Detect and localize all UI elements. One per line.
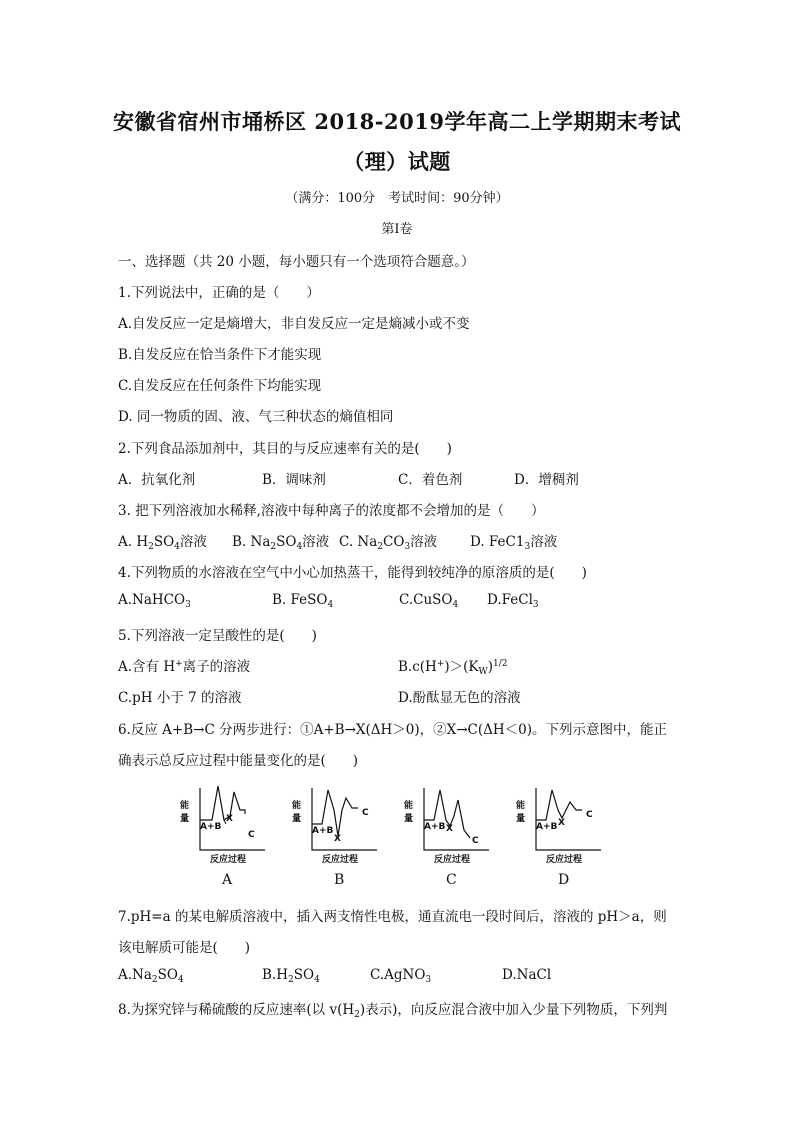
q7-option-a: $A.Na_2SO_4$ [118, 967, 184, 985]
q7-option-b: $B.H_2SO_4$ [262, 967, 320, 985]
mid-label-d: X [558, 818, 565, 828]
q3-option-b: B. $Na_2SO_4$溶液 [232, 534, 330, 552]
y-axis-label-d2: 量 [516, 814, 526, 824]
q6-stem-line2: 确表示总反应过程中能量变化的是( ) [118, 753, 359, 769]
q7-stem-line1: 7.pH=a 的某电解质溶液中，插入两支惰性电极，通直流电一段时间后，溶液的 pH＞a，则 [118, 909, 667, 925]
q1-option-d: D. 同一物质的固、液、气三种状态的熵值相同 [118, 409, 394, 425]
q7-stem-line2: 该电解质可能是( ) [118, 940, 251, 956]
q1-option-c: C.自发反应在任何条件下均能实现 [118, 378, 322, 394]
y-axis-label-a1: 能 [180, 801, 190, 811]
end-label-d: C [586, 810, 593, 820]
q2-option-a: A．抗氧化剂 [118, 472, 196, 488]
q8-stem: 8.为探究锌与稀硫酸的反应速率(以 $v(H_2)$表示)，向反应混合液中加入少量下列物质，下列判 [118, 1002, 668, 1020]
q3-stem: 3. 把下列溶液加水稀释,溶液中每种离子的浓度都不会增加的是（ ） [118, 503, 545, 519]
exam-meta: （满分：100分 考试时间：90分钟） [285, 191, 509, 206]
y-axis-label-c2: 量 [404, 814, 414, 824]
q3-option-c: C. $Na_2CO_3$溶液 [339, 534, 438, 552]
x-axis-label-a: 反应过程 [210, 855, 247, 865]
q1-option-a: A.自发反应一定是熵增大，非自发反应一定是熵减小或不变 [118, 316, 470, 332]
q5-option-a: A.含有 H+离子的溶液 [118, 659, 251, 675]
y-axis-label-c1: 能 [404, 801, 414, 811]
section-heading: 一、选择题（共 20 小题，每小题只有一个选项符合题意。） [118, 254, 475, 270]
q5-option-d: D.酚酞显无色的溶液 [398, 690, 521, 706]
q3-option-d: D. $FeC1_3$溶液 [470, 534, 558, 552]
q5-option-b: $B.c(H^+)>(K_W)^{1/2}$ [398, 659, 508, 677]
q4-option-c: C.CuSO$_4$ [399, 592, 459, 610]
q3-option-a: A. $H_2SO_4$溶液 [118, 534, 207, 552]
diagram-letter-a: A [222, 872, 233, 888]
diagram-letter-b: B [334, 872, 345, 888]
q1-stem: 1.下列说法中，正确的是（ ） [118, 285, 320, 301]
y-axis-label-b1: 能 [292, 801, 302, 811]
exam-title-line2: （理）试题 [343, 149, 451, 174]
x-axis-label-d: 反应过程 [546, 855, 583, 865]
y-axis-label-b2: 量 [292, 814, 302, 824]
q4-stem: 4.下列物质的水溶液在空气中小心加热蒸干，能得到较纯净的原溶质的是( ) [118, 565, 587, 581]
volume-label: 第Ⅰ卷 [381, 222, 413, 237]
q5-option-c: C.pH 小于 7 的溶液 [118, 690, 242, 706]
q4-option-d: D.FeCl$_3$ [487, 592, 539, 610]
q2-option-c: C．着色剂 [398, 472, 463, 488]
start-label-d: A+B [536, 822, 558, 832]
q6-stem-line1: 6.反应 A+B→C 分两步进行：①A+B→X(ΔH＞0)，②X→C(ΔH＜0)。下列示意图中，能正 [118, 722, 668, 738]
diagram-letter-d: D [558, 872, 570, 888]
y-axis-label-d1: 能 [516, 801, 526, 811]
x-axis-label-c: 反应过程 [434, 855, 471, 865]
q2-option-d: D．增稠剂 [514, 472, 579, 488]
x-axis-label-b: 反应过程 [322, 855, 359, 865]
energy-diagram-b [282, 780, 382, 890]
energy-diagram-a [170, 780, 270, 890]
q4-option-b: B. FeSO$_4$ [272, 592, 334, 610]
q4-option-a: A.NaHCO$_3$ [118, 592, 191, 610]
q2-stem: 2.下列食品添加剂中，其目的与反应速率有关的是( ) [118, 441, 452, 457]
y-axis-label-a2: 量 [180, 814, 190, 824]
q7-option-c: C.AgNO$_3$ [370, 967, 432, 985]
mid-label-a: X [226, 814, 233, 824]
energy-diagram-c [394, 780, 494, 890]
q1-option-b: B.自发反应在恰当条件下才能实现 [118, 347, 322, 363]
diagram-letter-c: C [446, 872, 457, 888]
start-label-b: A+B [312, 826, 334, 836]
q7-option-d: D.NaCl [502, 967, 552, 983]
end-label-a: C [248, 830, 255, 840]
end-label-c: C [472, 836, 479, 846]
end-label-b: C [362, 808, 369, 818]
mid-label-c: X [446, 824, 453, 834]
exam-title-line1: 安徽省宿州市埇桥区 2018-2019学年高二上学期期末考试 [113, 109, 681, 134]
energy-diagrams [170, 780, 630, 890]
q5-stem: 5.下列溶液一定呈酸性的是( ) [118, 628, 317, 644]
q2-option-b: B．调味剂 [262, 472, 326, 488]
mid-label-b: X [334, 834, 341, 844]
start-label-a: A+B [200, 822, 222, 832]
start-label-c: A+B [424, 822, 446, 832]
energy-diagram-d [506, 780, 606, 890]
